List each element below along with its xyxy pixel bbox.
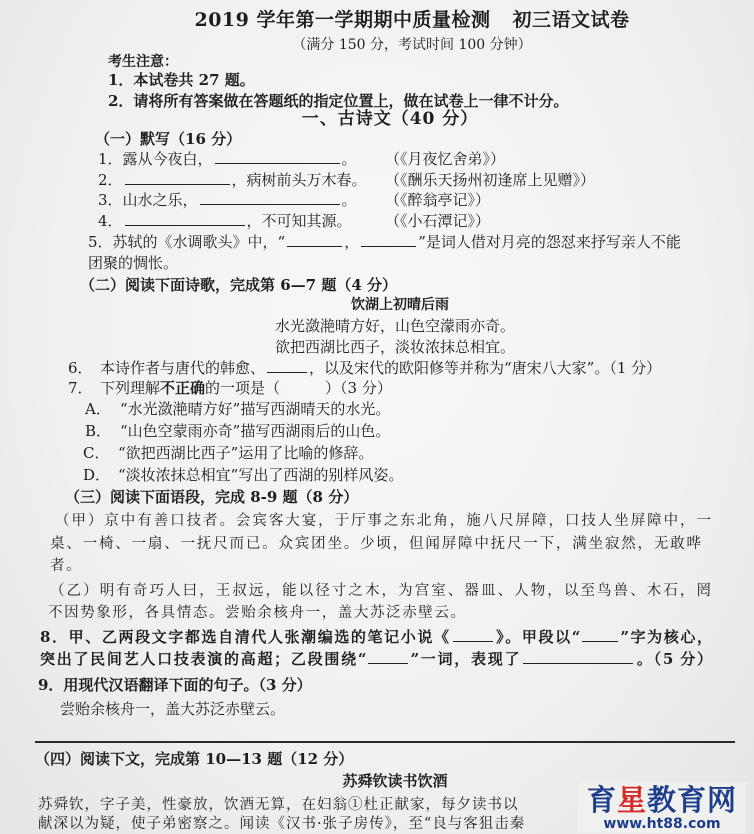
- option-c: [83, 443, 373, 463]
- reading-section-heading: （四）阅读下文，完成第 10—13 题（12 分）: [35, 750, 354, 768]
- question-text: ”字为核心，: [620, 628, 712, 646]
- question-text-after: ，以及宋代的欧阳修等并称为“唐宋八大家”。（1 分）: [309, 359, 662, 377]
- option-label: A．: [85, 400, 111, 418]
- question-text-before: 本诗作者与唐代的韩愈、: [100, 359, 266, 377]
- question-9-sentence: 尝贻余核舟一，盖大苏泛赤壁云。: [60, 700, 286, 718]
- answer-blank: [287, 232, 342, 247]
- option-b: [85, 421, 390, 441]
- prose-section-heading: （三）阅读下面语段，完成 8-9 题（8 分）: [65, 488, 359, 506]
- answer-blank: [361, 232, 416, 247]
- item-text-after: 。: [341, 150, 357, 168]
- story-title: 苏舜钦读书饮酒: [342, 772, 448, 790]
- story-line-1: 苏舜钦，字子美，性豪放，饮酒无算，在妇翁①杜正献家，每夕读书以: [38, 797, 519, 813]
- answer-blank: [453, 627, 493, 642]
- option-text: “淡妆浓抹总相宜”写出了西湖的别样风姿。: [118, 466, 404, 484]
- dictation-source-3: （《醉翁亭记》）: [385, 191, 491, 209]
- poem-line-2: 欲把西湖比西子，淡妆浓抹总相宜。: [274, 338, 515, 356]
- watermark-url: www.ht88.com: [603, 816, 721, 832]
- dictation-source-4: （《小石潭记》）: [385, 212, 491, 230]
- notice-heading: 考生注意：: [108, 54, 178, 70]
- question-text-after: 的一项是（ ）（3 分）: [205, 379, 392, 397]
- answer-blank: [125, 170, 230, 185]
- question-text: 8．甲、乙两段文字都选自清代人张潮编选的笔记小说《: [40, 628, 451, 646]
- question-6: [68, 358, 661, 378]
- question-7: [68, 378, 392, 398]
- exam-title: [112, 8, 712, 32]
- watermark-text: 教育网: [647, 783, 738, 817]
- answer-blank: [200, 190, 340, 205]
- dictation-item-3: [98, 190, 357, 210]
- answer-blank: [267, 358, 307, 373]
- dictation-source-2: （《酬乐天扬州初逢席上见赠》）: [385, 171, 596, 189]
- item-text-after: ，不可知其源。: [246, 212, 352, 230]
- option-text: “水光潋滟晴方好”描写西湖晴天的水光。: [120, 400, 391, 418]
- item-text-after: ，病树前头万木春。: [231, 171, 367, 189]
- option-text: “欲把西湖比西子”运用了比喻的修辞。: [118, 444, 374, 462]
- passage-jia-line-2: 桌、一椅、一扇、一抚尺而已。众宾团坐。少顷，但闻屏障中抚尺一下，满坐寂然，无敢哗: [50, 536, 702, 552]
- passage-yi-line-2: 不因势象形，各具情态。尝贻余核舟一，盖大苏泛赤壁云。: [48, 605, 467, 621]
- answer-blank: [368, 649, 408, 664]
- answer-blank: [582, 627, 618, 642]
- item-text-after: ”是词人借对月亮的怨怼来抒写亲人不能: [418, 233, 681, 251]
- watermark: [578, 782, 746, 833]
- exam-title-suffix: 初三语文试卷: [512, 9, 630, 31]
- option-label: B．: [85, 422, 112, 440]
- question-8-line-1: [40, 627, 712, 647]
- item-text-before: 4．: [98, 212, 123, 230]
- question-text: 突出了民间艺人口技表演的高超；乙段围绕“: [40, 650, 367, 668]
- section-divider: [35, 741, 735, 743]
- dictation-heading: （一）默写（16 分）: [95, 130, 242, 148]
- question-text: 。（5 分）: [635, 650, 712, 668]
- poem-section-heading: （二）阅读下面诗歌，完成第 6—7 题（4 分）: [80, 276, 397, 294]
- exam-title-main: 2019 学年第一学期期中质量检测: [194, 9, 491, 31]
- item-text-before: 3．山水之乐，: [98, 191, 198, 209]
- question-9: 9．用现代汉语翻译下面的句子。（3 分）: [38, 676, 312, 694]
- poem-line-1: 水光潋滟晴方好，山色空濛雨亦奇。: [274, 317, 515, 335]
- notice-item-1: 1．本试卷共 27 题。: [108, 71, 255, 89]
- item-text-before: 1．露从今夜白，: [98, 150, 213, 168]
- passage-jia-line-3: 者。: [50, 558, 83, 574]
- item-text-middle: ，: [344, 233, 360, 251]
- dictation-item-5: [88, 232, 681, 252]
- dictation-item-1: [98, 149, 357, 169]
- item-text-after: 。: [341, 191, 357, 209]
- dictation-item-2: [98, 170, 367, 190]
- dictation-source-1: （《月夜忆舍弟》）: [385, 150, 506, 168]
- dictation-item-5-continued: 团聚的惆怅。: [88, 254, 179, 272]
- dictation-item-4: [98, 211, 352, 231]
- watermark-star-char: 星: [616, 783, 647, 817]
- story-line-2: 献深以为疑，使子弟密察之。闻读《汉书·张子房传》，至“良与客狙击秦: [38, 816, 526, 832]
- answer-blank: [125, 211, 245, 226]
- watermark-char: 育: [586, 783, 617, 817]
- option-text: “山色空蒙雨亦奇”描写西湖雨后的山色。: [120, 422, 391, 440]
- answer-blank: [215, 149, 340, 164]
- option-label: D．: [83, 466, 111, 484]
- watermark-brand: [578, 784, 746, 816]
- question-text: ”一词，表现了: [410, 650, 522, 668]
- item-text-before: 5．苏轼的《水调歌头》中，“: [88, 233, 286, 251]
- passage-yi-line-1: （乙）明有奇巧人曰，王叔远，能以径寸之木，为宫室、器皿、人物，以至鸟兽、木石，罔: [50, 583, 712, 599]
- option-d: [83, 465, 403, 485]
- question-text-before: 下列理解: [100, 379, 161, 397]
- option-a: [85, 399, 390, 419]
- option-label: C．: [83, 444, 110, 462]
- question-emphasis: 不正确: [160, 379, 206, 397]
- item-text-before: 2．: [98, 171, 123, 189]
- question-number: 6．: [68, 359, 93, 377]
- passage-jia-line-1: （甲）京中有善口技者。会宾客大宴，于厅事之东北角，施八尺屏障，口技人坐屏障中，一: [55, 513, 712, 529]
- question-number: 7．: [68, 379, 93, 397]
- poem-title: 饮湖上初晴后雨: [351, 297, 449, 313]
- answer-blank: [523, 649, 633, 664]
- question-text: 》。甲段以“: [494, 628, 581, 646]
- notice-item-2: 2．请将所有答案做在答题纸的指定位置上，做在试卷上一律不计分。: [108, 92, 569, 110]
- question-8-line-2: [40, 649, 712, 669]
- part1-heading: 一、古诗文（40 分）: [301, 109, 479, 129]
- exam-subtitle: （满分 150 分，考试时间 100 分钟）: [292, 37, 532, 53]
